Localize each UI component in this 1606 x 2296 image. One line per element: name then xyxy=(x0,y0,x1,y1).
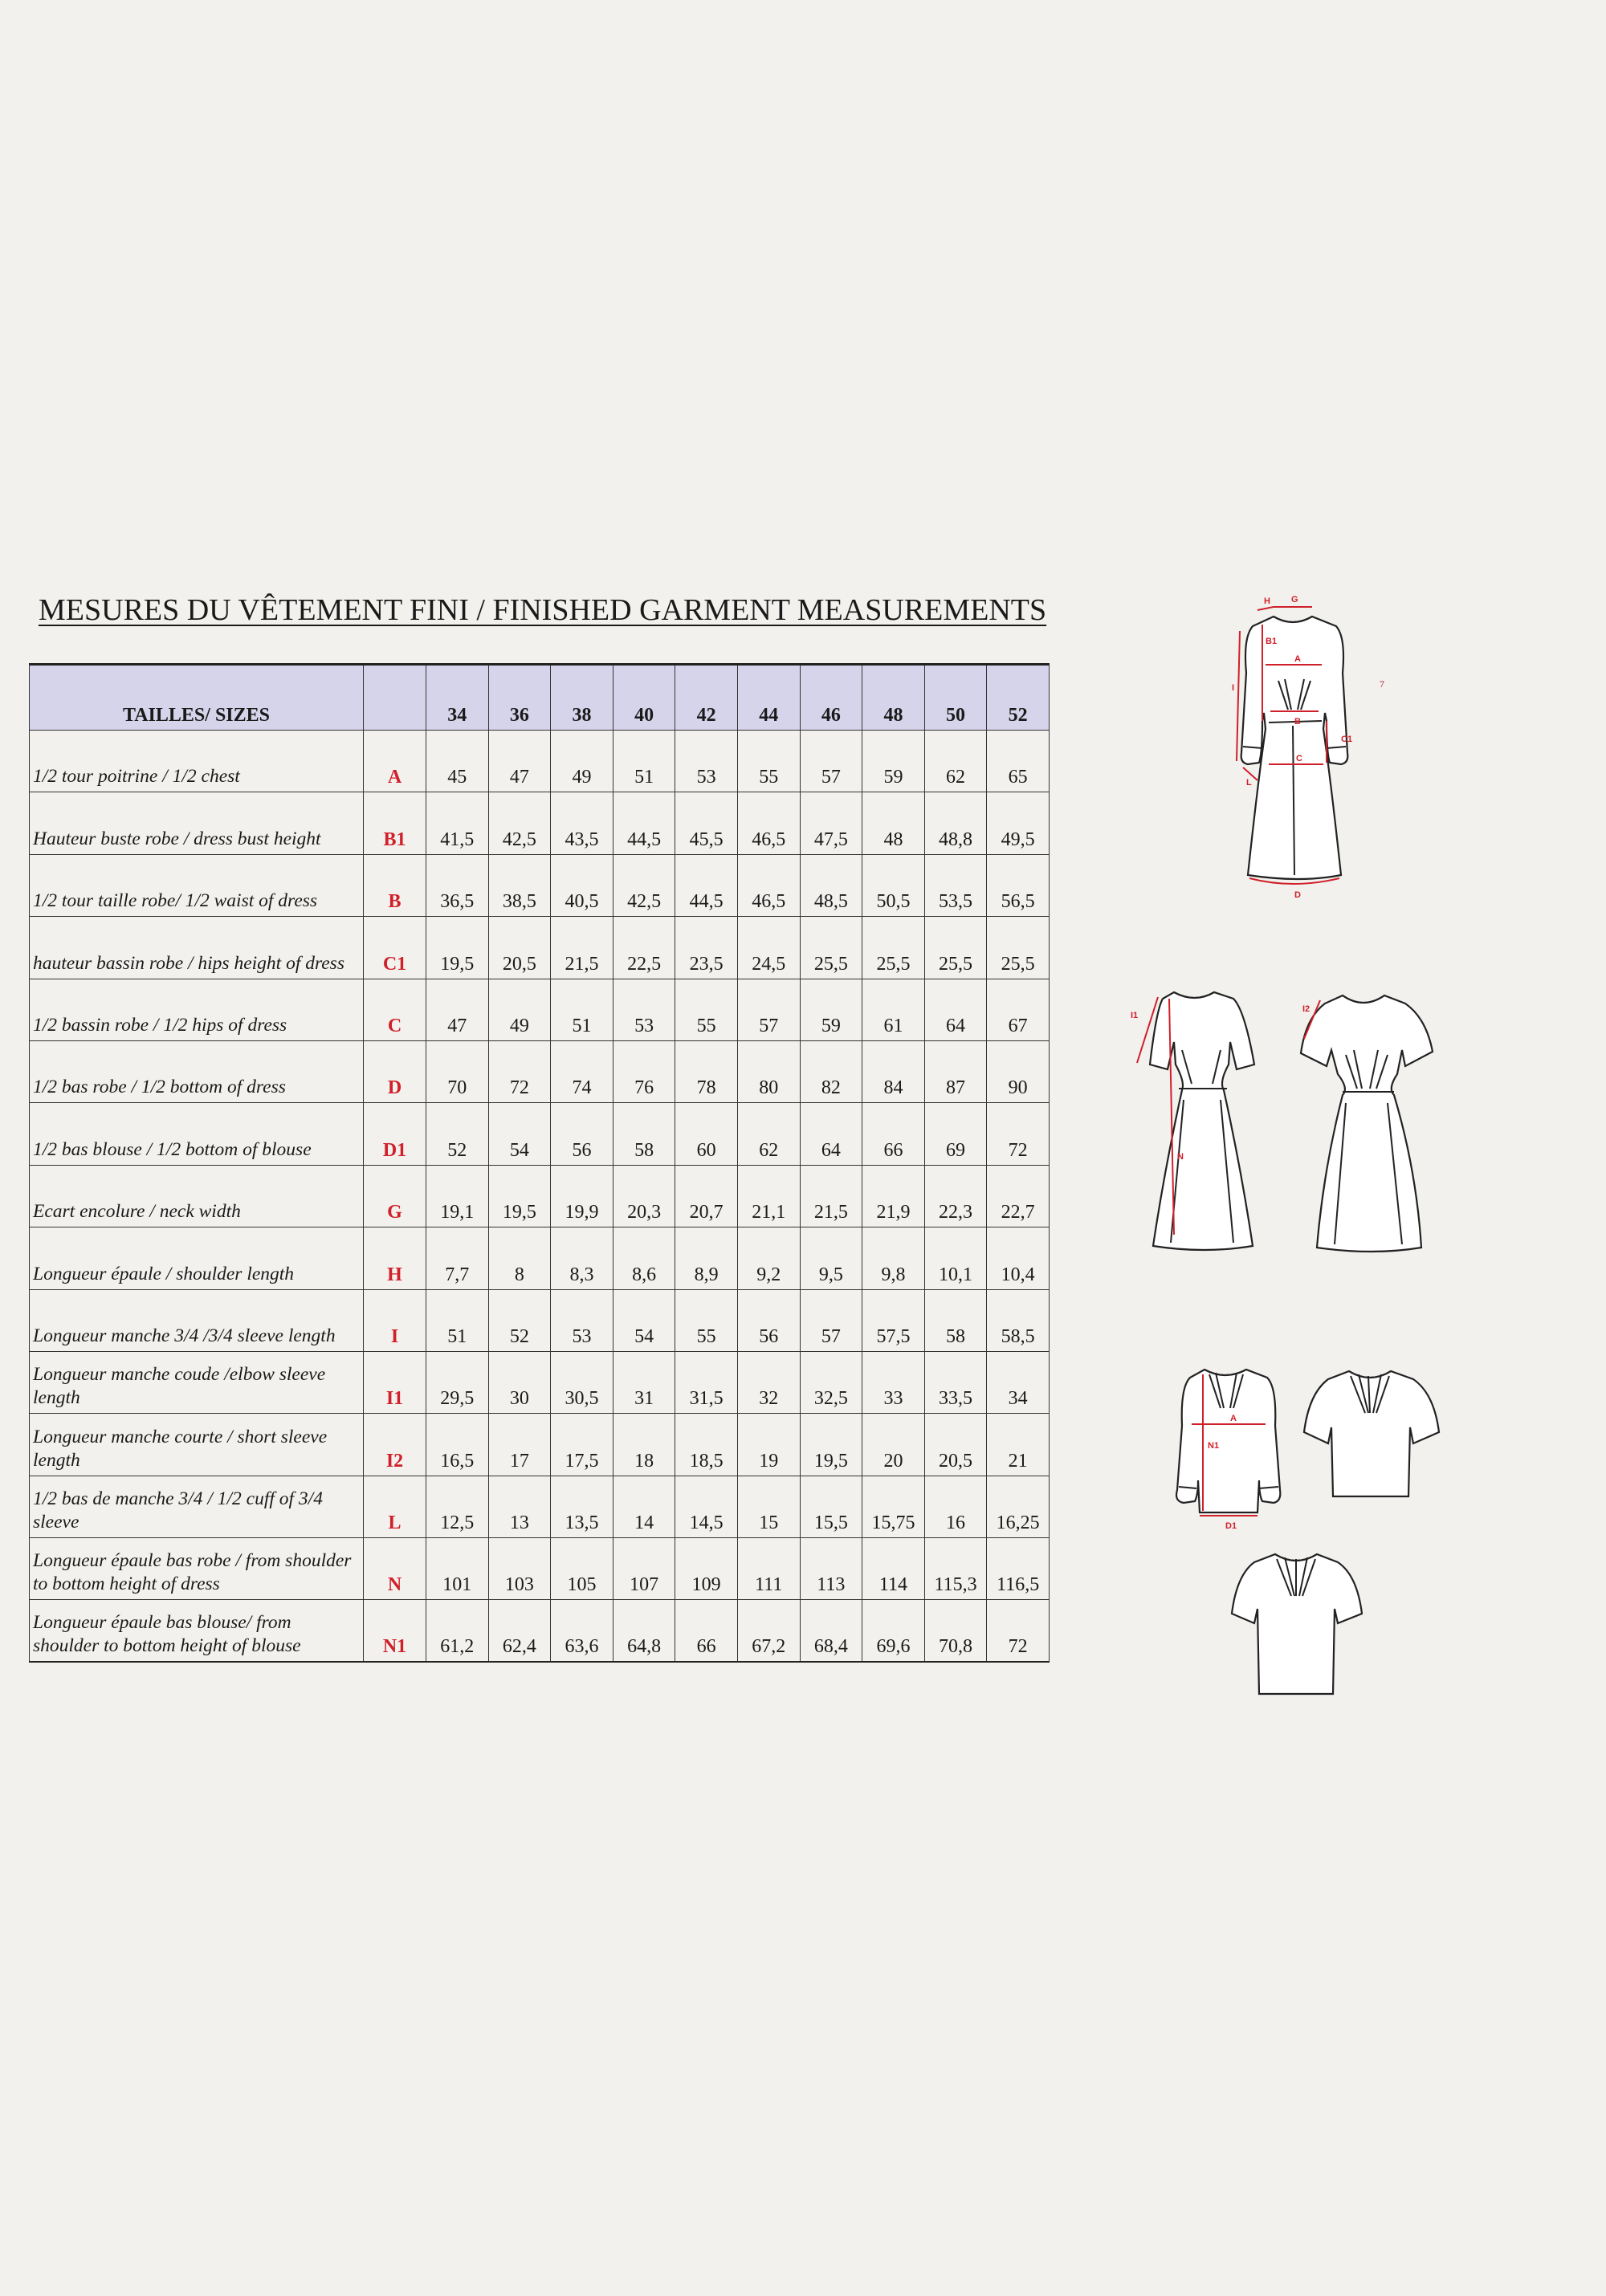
measurement-value: 44,5 xyxy=(613,792,675,854)
measurement-value: 21,1 xyxy=(737,1165,800,1227)
size-header: 44 xyxy=(737,665,800,731)
measurement-value: 42,5 xyxy=(488,792,551,854)
svg-text:A: A xyxy=(1230,1414,1237,1423)
size-header: 40 xyxy=(613,665,675,731)
measurement-value: 51 xyxy=(551,979,613,1040)
measurement-value: 19,5 xyxy=(426,917,489,979)
measurement-value: 25,5 xyxy=(987,917,1050,979)
svg-text:D1: D1 xyxy=(1225,1521,1237,1531)
measurement-value: 53,5 xyxy=(924,854,987,916)
measurement-value: 10,1 xyxy=(924,1227,987,1289)
measurement-value: 47,5 xyxy=(800,792,862,854)
table-header-row xyxy=(30,665,1050,731)
measurement-value: 33,5 xyxy=(924,1351,987,1413)
measurement-value: 66 xyxy=(862,1103,925,1165)
measurement-value: 20,3 xyxy=(613,1165,675,1227)
measurement-label: Longueur manche courte / short sleeve length xyxy=(30,1414,364,1476)
measurement-value: 47 xyxy=(426,979,489,1040)
measurement-value: 56,5 xyxy=(987,854,1050,916)
measurement-value: 44,5 xyxy=(675,854,738,916)
svg-text:B1: B1 xyxy=(1266,637,1278,646)
measurement-label: Longueur manche 3/4 /3/4 sleeve length xyxy=(30,1289,364,1351)
measurement-value: 53 xyxy=(675,731,738,792)
measurement-value: 49 xyxy=(488,979,551,1040)
measurement-value: 18,5 xyxy=(675,1414,738,1476)
measurement-label: 1/2 tour taille robe/ 1/2 waist of dress xyxy=(30,854,364,916)
measurement-value: 14,5 xyxy=(675,1476,738,1537)
svg-text:I2: I2 xyxy=(1302,1004,1310,1014)
measurement-value: 48,8 xyxy=(924,792,987,854)
measurement-value: 22,7 xyxy=(987,1165,1050,1227)
measurement-label: 1/2 bas robe / 1/2 bottom of dress xyxy=(30,1040,364,1102)
measurement-value: 9,2 xyxy=(737,1227,800,1289)
measurement-value: 46,5 xyxy=(737,792,800,854)
measurement-value: 72 xyxy=(987,1600,1050,1662)
measurement-value: 13 xyxy=(488,1476,551,1537)
measurement-value: 38,5 xyxy=(488,854,551,916)
measurement-value: 69,6 xyxy=(862,1600,925,1662)
measurement-value: 32 xyxy=(737,1351,800,1413)
svg-text:C: C xyxy=(1296,754,1302,763)
measurement-value: 66 xyxy=(675,1600,738,1662)
measurement-code: N1 xyxy=(364,1600,426,1662)
measurement-value: 21,9 xyxy=(862,1165,925,1227)
measurement-value: 19,9 xyxy=(551,1165,613,1227)
measurement-value: 8 xyxy=(488,1227,551,1289)
measurement-value: 18 xyxy=(613,1414,675,1476)
measurement-value: 63,6 xyxy=(551,1600,613,1662)
measurement-value: 22,3 xyxy=(924,1165,987,1227)
size-header: 50 xyxy=(924,665,987,731)
measurement-value: 43,5 xyxy=(551,792,613,854)
table-row xyxy=(30,1103,1050,1165)
measurement-value: 20,5 xyxy=(924,1414,987,1476)
measurement-value: 25,5 xyxy=(800,917,862,979)
measurement-value: 58 xyxy=(924,1289,987,1351)
sketch-blouse-short-sleeve-small xyxy=(1229,1545,1365,1705)
measurement-label: 1/2 bas de manche 3/4 / 1/2 cuff of 3/4 sleeve xyxy=(30,1476,364,1537)
measurement-code: B xyxy=(364,854,426,916)
measurement-code: D xyxy=(364,1040,426,1102)
measurement-value: 49,5 xyxy=(987,792,1050,854)
size-header: 46 xyxy=(800,665,862,731)
measurement-value: 59 xyxy=(800,979,862,1040)
measurement-value: 58 xyxy=(613,1103,675,1165)
measurement-value: 57,5 xyxy=(862,1289,925,1351)
svg-text:H: H xyxy=(1264,596,1270,606)
measurement-value: 72 xyxy=(987,1103,1050,1165)
measurement-value: 114 xyxy=(862,1538,925,1600)
measurement-value: 103 xyxy=(488,1538,551,1600)
measurement-value: 105 xyxy=(551,1538,613,1600)
measurement-value: 29,5 xyxy=(426,1351,489,1413)
measurement-value: 8,3 xyxy=(551,1227,613,1289)
svg-text:A: A xyxy=(1294,654,1301,664)
measurement-value: 70,8 xyxy=(924,1600,987,1662)
measurement-value: 55 xyxy=(737,731,800,792)
measurement-value: 53 xyxy=(551,1289,613,1351)
measurement-value: 59 xyxy=(862,731,925,792)
measurement-value: 50,5 xyxy=(862,854,925,916)
measurement-value: 15 xyxy=(737,1476,800,1537)
svg-text:N1: N1 xyxy=(1208,1441,1220,1451)
sketch-dress-short-sleeve xyxy=(1285,978,1445,1259)
measurement-value: 41,5 xyxy=(426,792,489,854)
measurement-value: 62 xyxy=(924,731,987,792)
measurement-value: 69 xyxy=(924,1103,987,1165)
measurement-value: 40,5 xyxy=(551,854,613,916)
measurement-value: 48,5 xyxy=(800,854,862,916)
measurement-value: 14 xyxy=(613,1476,675,1537)
table-row xyxy=(30,854,1050,916)
measurement-value: 15,75 xyxy=(862,1476,925,1537)
measurement-value: 72 xyxy=(488,1040,551,1102)
sketch-dress-elbow-sleeve xyxy=(1124,978,1285,1259)
measurement-value: 16 xyxy=(924,1476,987,1537)
measurement-value: 67 xyxy=(987,979,1050,1040)
table-row xyxy=(30,792,1050,854)
measurement-label: hauteur bassin robe / hips height of dress xyxy=(30,917,364,979)
measurements-table xyxy=(29,663,1050,1663)
svg-text:N: N xyxy=(1177,1152,1184,1162)
measurement-value: 113 xyxy=(800,1538,862,1600)
measurement-value: 61,2 xyxy=(426,1600,489,1662)
svg-text:I1: I1 xyxy=(1131,1011,1139,1020)
svg-text:G: G xyxy=(1291,595,1298,605)
table-row xyxy=(30,1600,1050,1662)
measurement-value: 20 xyxy=(862,1414,925,1476)
table-row xyxy=(30,1289,1050,1351)
measurement-value: 84 xyxy=(862,1040,925,1102)
measurement-value: 25,5 xyxy=(924,917,987,979)
measurement-value: 67,2 xyxy=(737,1600,800,1662)
measurement-value: 17,5 xyxy=(551,1414,613,1476)
svg-text:C1: C1 xyxy=(1341,735,1353,744)
svg-text:D: D xyxy=(1294,890,1301,900)
measurement-value: 111 xyxy=(737,1538,800,1600)
measurement-value: 31 xyxy=(613,1351,675,1413)
measurement-value: 58,5 xyxy=(987,1289,1050,1351)
svg-text:B: B xyxy=(1294,717,1301,727)
measurement-value: 62,4 xyxy=(488,1600,551,1662)
measurement-value: 12,5 xyxy=(426,1476,489,1537)
measurement-code: H xyxy=(364,1227,426,1289)
measurement-value: 16,25 xyxy=(987,1476,1050,1537)
measurement-value: 42,5 xyxy=(613,854,675,916)
table-row xyxy=(30,1538,1050,1600)
measurement-value: 9,5 xyxy=(800,1227,862,1289)
measurement-value: 56 xyxy=(737,1289,800,1351)
table-row xyxy=(30,1414,1050,1476)
measurement-value: 57 xyxy=(800,731,862,792)
svg-text:7: 7 xyxy=(1380,678,1384,690)
table-row xyxy=(30,979,1050,1040)
size-header: 42 xyxy=(675,665,738,731)
measurement-value: 115,3 xyxy=(924,1538,987,1600)
measurement-label: Longueur épaule bas blouse/ from shoulder to bottom height of blouse xyxy=(30,1600,364,1662)
table-row xyxy=(30,1040,1050,1102)
measurement-value: 24,5 xyxy=(737,917,800,979)
measurement-value: 45,5 xyxy=(675,792,738,854)
measurement-value: 46,5 xyxy=(737,854,800,916)
measurement-value: 13,5 xyxy=(551,1476,613,1537)
measurement-value: 17 xyxy=(488,1414,551,1476)
measurement-value: 62 xyxy=(737,1103,800,1165)
table-row xyxy=(30,917,1050,979)
measurement-value: 19,5 xyxy=(800,1414,862,1476)
measurement-value: 51 xyxy=(613,731,675,792)
measurement-code: I2 xyxy=(364,1414,426,1476)
measurement-value: 20,7 xyxy=(675,1165,738,1227)
measurement-value: 64 xyxy=(800,1103,862,1165)
measurement-value: 51 xyxy=(426,1289,489,1351)
measurement-value: 19,5 xyxy=(488,1165,551,1227)
sketch-dress-long-sleeve xyxy=(1204,592,1405,906)
measurement-value: 19 xyxy=(737,1414,800,1476)
measurement-value: 7,7 xyxy=(426,1227,489,1289)
size-header: 52 xyxy=(987,665,1050,731)
measurement-value: 64 xyxy=(924,979,987,1040)
measurement-value: 54 xyxy=(488,1103,551,1165)
measurement-value: 20,5 xyxy=(488,917,551,979)
measurement-value: 61 xyxy=(862,979,925,1040)
size-header: 34 xyxy=(426,665,489,731)
measurement-label: 1/2 bas blouse / 1/2 bottom of blouse xyxy=(30,1103,364,1165)
measurement-code: I xyxy=(364,1289,426,1351)
measurement-value: 30 xyxy=(488,1351,551,1413)
page-title: MESURES DU VÊTEMENT FINI / FINISHED GARMENT MEASUREMENTS xyxy=(39,593,1047,627)
measurement-value: 56 xyxy=(551,1103,613,1165)
measurement-value: 57 xyxy=(800,1289,862,1351)
measurement-code: G xyxy=(364,1165,426,1227)
size-header: 48 xyxy=(862,665,925,731)
measurement-value: 48 xyxy=(862,792,925,854)
measurement-value: 90 xyxy=(987,1040,1050,1102)
measurement-value: 64,8 xyxy=(613,1600,675,1662)
measurement-value: 82 xyxy=(800,1040,862,1102)
measurement-code: I1 xyxy=(364,1351,426,1413)
measurement-value: 116,5 xyxy=(987,1538,1050,1600)
measurement-value: 80 xyxy=(737,1040,800,1102)
measurement-value: 49 xyxy=(551,731,613,792)
table-row xyxy=(30,1227,1050,1289)
measurement-value: 21 xyxy=(987,1414,1050,1476)
size-header: 38 xyxy=(551,665,613,731)
measurement-value: 19,1 xyxy=(426,1165,489,1227)
table-row xyxy=(30,731,1050,792)
measurement-value: 16,5 xyxy=(426,1414,489,1476)
measurement-value: 109 xyxy=(675,1538,738,1600)
measurement-code: L xyxy=(364,1476,426,1537)
measurement-value: 21,5 xyxy=(800,1165,862,1227)
measurement-value: 45 xyxy=(426,731,489,792)
measurement-value: 22,5 xyxy=(613,917,675,979)
measurement-label: 1/2 tour poitrine / 1/2 chest xyxy=(30,731,364,792)
measurement-code: C xyxy=(364,979,426,1040)
svg-text:L: L xyxy=(1246,778,1252,788)
measurement-value: 30,5 xyxy=(551,1351,613,1413)
measurement-value: 34 xyxy=(987,1351,1050,1413)
measurement-value: 25,5 xyxy=(862,917,925,979)
table-row xyxy=(30,1351,1050,1413)
table-row xyxy=(30,1165,1050,1227)
measurement-value: 74 xyxy=(551,1040,613,1102)
measurement-value: 68,4 xyxy=(800,1600,862,1662)
measurement-value: 32,5 xyxy=(800,1351,862,1413)
measurement-label: Longueur épaule bas robe / from shoulder to bottom height of dress xyxy=(30,1538,364,1600)
measurement-value: 55 xyxy=(675,979,738,1040)
measurement-value: 10,4 xyxy=(987,1227,1050,1289)
measurement-code: B1 xyxy=(364,792,426,854)
measurement-value: 76 xyxy=(613,1040,675,1102)
measurement-label: Ecart encolure / neck width xyxy=(30,1165,364,1227)
table-row xyxy=(30,1476,1050,1537)
measurement-code: A xyxy=(364,731,426,792)
measurement-value: 31,5 xyxy=(675,1351,738,1413)
measurement-label: Longueur manche coude /elbow sleeve length xyxy=(30,1351,364,1413)
sketch-blouse-short-sleeve xyxy=(1301,1360,1445,1504)
measurement-value: 107 xyxy=(613,1538,675,1600)
measurement-value: 33 xyxy=(862,1351,925,1413)
measurement-label: Hauteur buste robe / dress bust height xyxy=(30,792,364,854)
measurement-value: 101 xyxy=(426,1538,489,1600)
measurement-value: 78 xyxy=(675,1040,738,1102)
measurement-value: 9,8 xyxy=(862,1227,925,1289)
measurement-value: 8,6 xyxy=(613,1227,675,1289)
measurement-value: 23,5 xyxy=(675,917,738,979)
measurement-value: 36,5 xyxy=(426,854,489,916)
measurement-value: 54 xyxy=(613,1289,675,1351)
measurement-code: D1 xyxy=(364,1103,426,1165)
size-header: 36 xyxy=(488,665,551,731)
measurement-label: 1/2 bassin robe / 1/2 hips of dress xyxy=(30,979,364,1040)
measurement-value: 87 xyxy=(924,1040,987,1102)
measurement-value: 52 xyxy=(488,1289,551,1351)
code-header xyxy=(364,665,426,731)
measurement-value: 21,5 xyxy=(551,917,613,979)
measurement-value: 60 xyxy=(675,1103,738,1165)
measurement-value: 57 xyxy=(737,979,800,1040)
measurement-value: 52 xyxy=(426,1103,489,1165)
svg-text:I: I xyxy=(1232,683,1235,693)
measurement-label: Longueur épaule / shoulder length xyxy=(30,1227,364,1289)
measurement-value: 65 xyxy=(987,731,1050,792)
sizes-header: TAILLES/ SIZES xyxy=(30,665,364,731)
measurement-value: 47 xyxy=(488,731,551,792)
measurement-value: 55 xyxy=(675,1289,738,1351)
measurement-value: 15,5 xyxy=(800,1476,862,1537)
measurement-code: C1 xyxy=(364,917,426,979)
measurement-value: 70 xyxy=(426,1040,489,1102)
measurement-value: 53 xyxy=(613,979,675,1040)
measurement-code: N xyxy=(364,1538,426,1600)
sketch-blouse-long-sleeve xyxy=(1156,1360,1301,1537)
measurement-value: 8,9 xyxy=(675,1227,738,1289)
